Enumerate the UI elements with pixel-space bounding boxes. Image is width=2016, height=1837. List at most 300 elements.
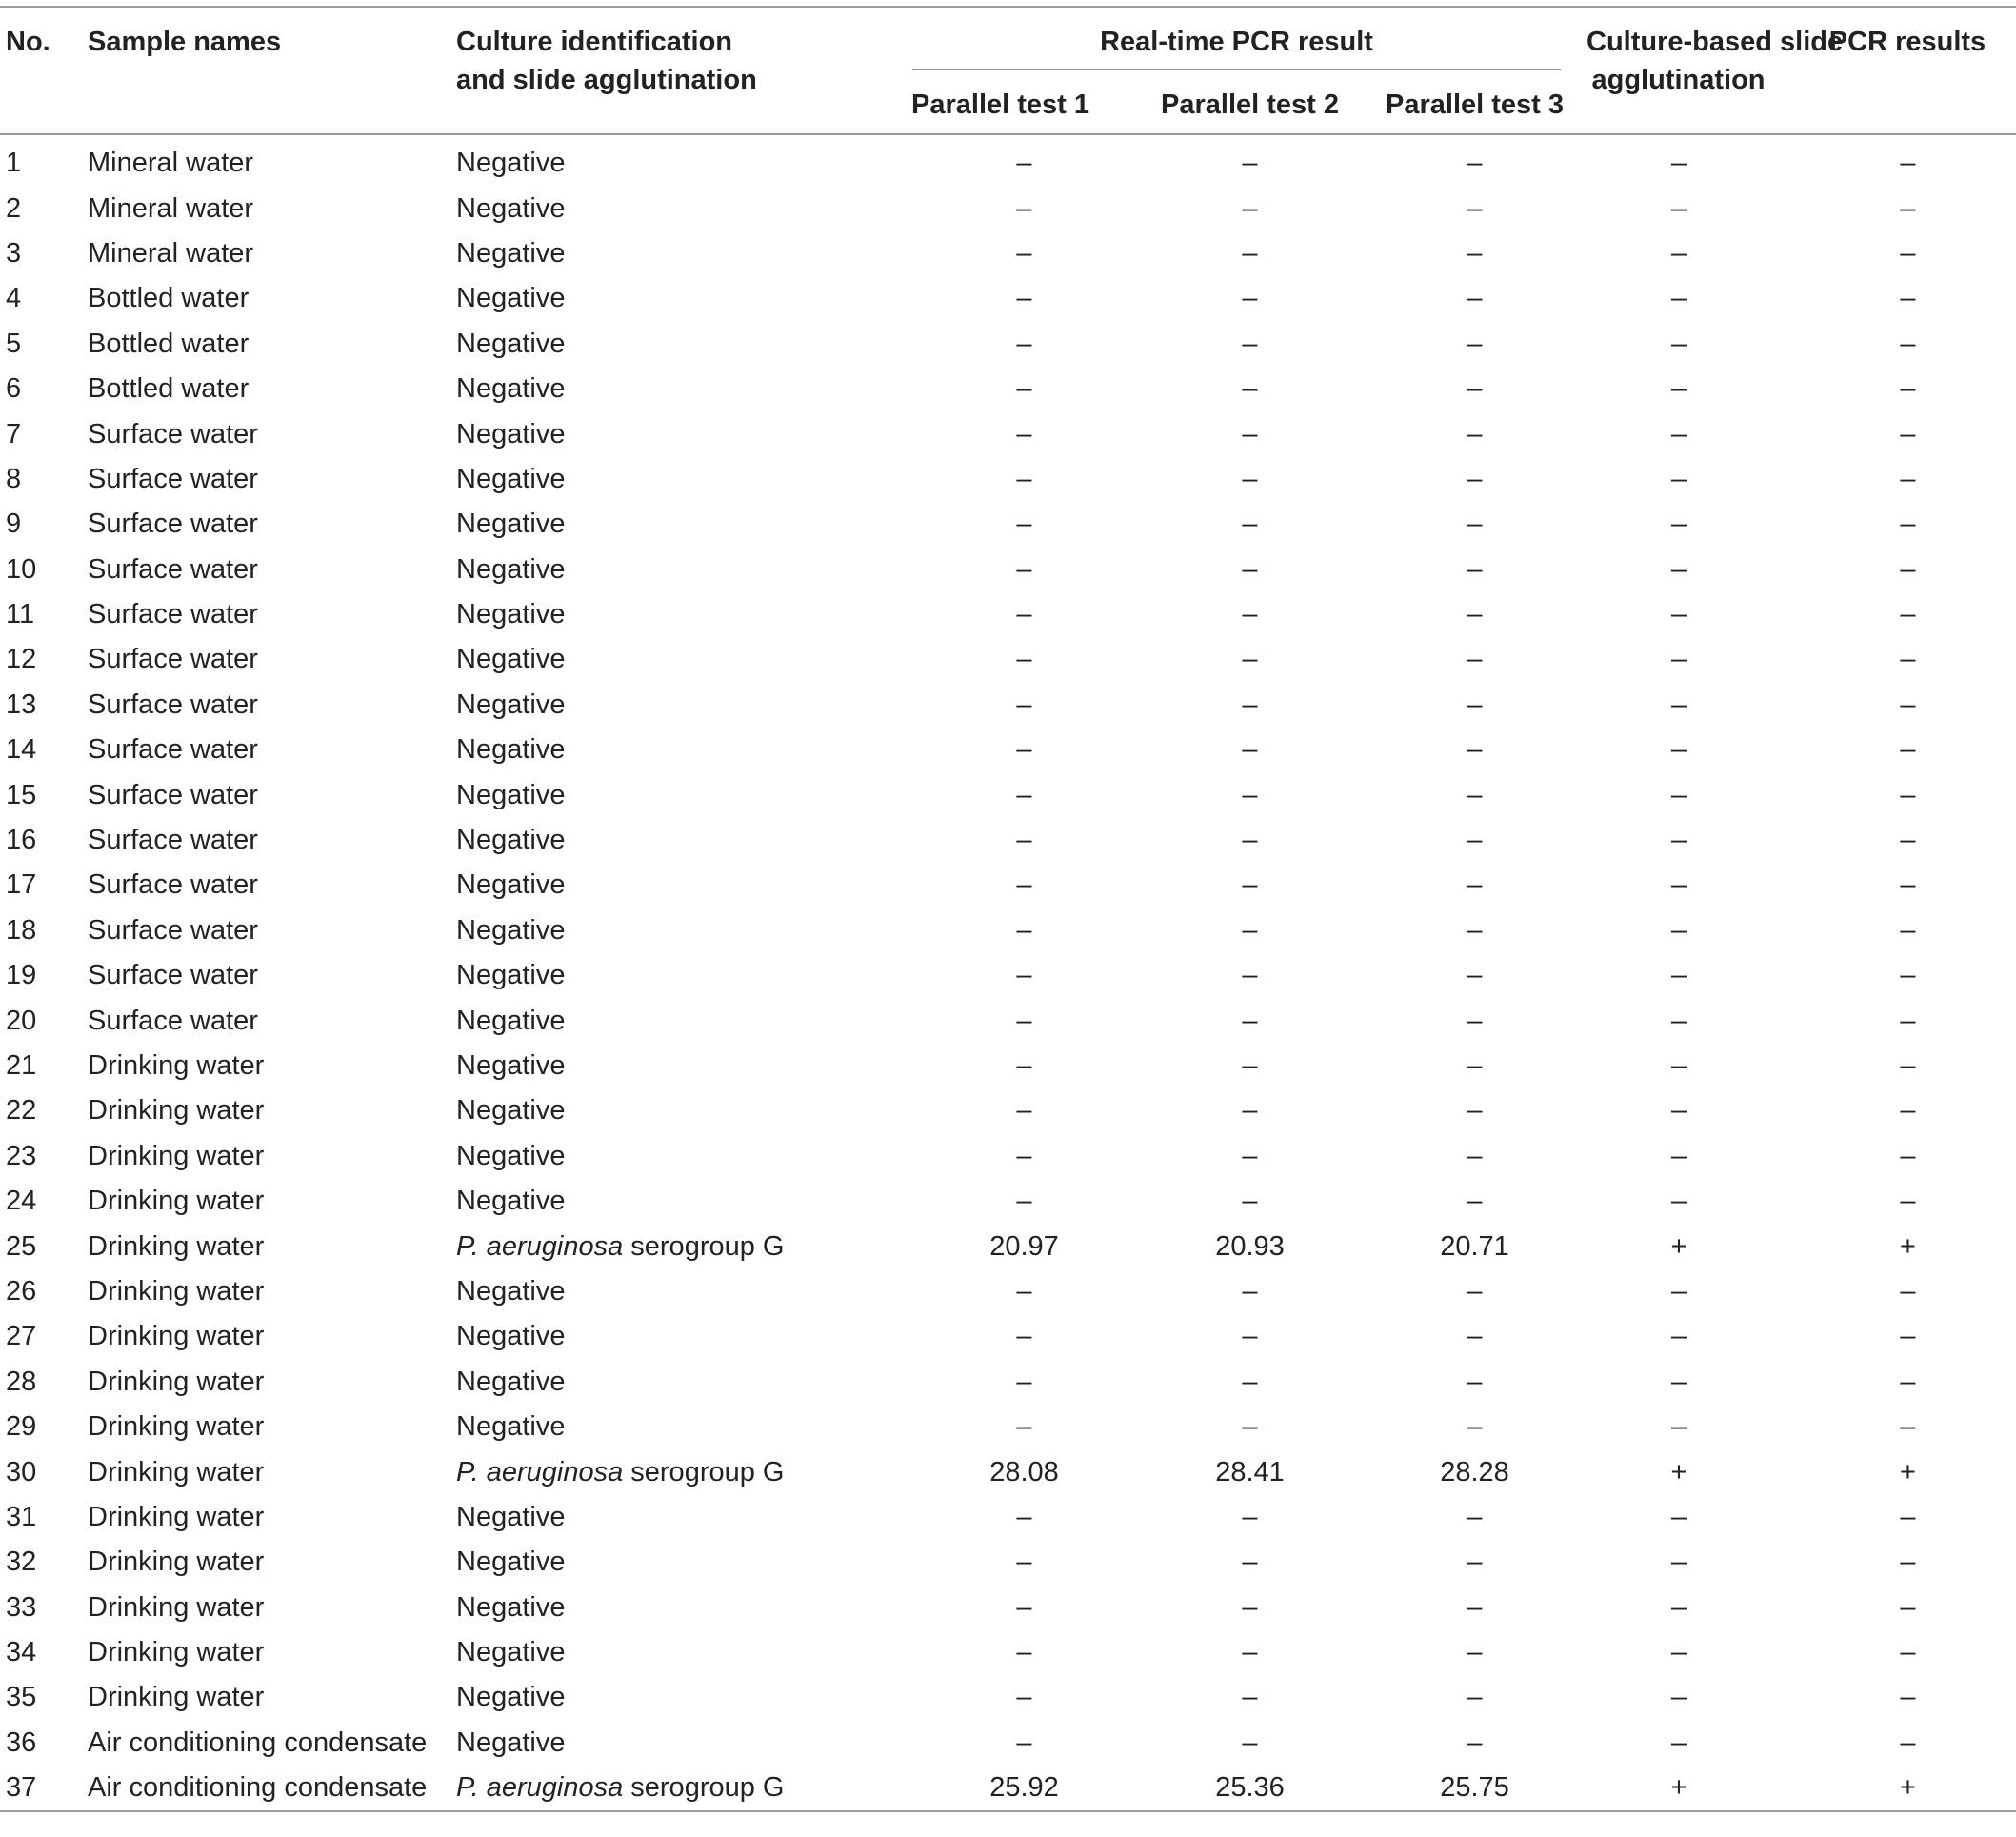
cell-pcr-result: – xyxy=(1900,1050,1916,1081)
cell-parallel-2: – xyxy=(1242,553,1258,585)
cell-pcr-result: – xyxy=(1900,283,1916,314)
cell-parallel-2: – xyxy=(1242,192,1258,224)
cell-gap xyxy=(823,909,911,953)
cell-pcr-result: – xyxy=(1900,960,1916,991)
cell-parallel-3: 25.75 xyxy=(1363,1766,1587,1811)
cell-culture: Negative xyxy=(456,1411,566,1443)
cell-sample-name: Drinking water xyxy=(88,1321,265,1352)
cell-parallel-3: – xyxy=(1467,599,1483,630)
cell-parallel-1: – xyxy=(1016,1547,1032,1578)
cell-culture: Negative xyxy=(456,1682,566,1713)
cell-parallel-2: – xyxy=(1242,373,1258,405)
cell-parallel-2: – xyxy=(1242,1591,1258,1623)
cell-gap xyxy=(823,276,911,321)
cell-no: 24 xyxy=(6,1186,37,1217)
cell-sample-name: Surface water xyxy=(88,734,258,766)
cell-parallel-1: – xyxy=(1016,1591,1032,1623)
cell-parallel-3: – xyxy=(1467,192,1483,224)
cell-sample-name: Surface water xyxy=(88,599,258,630)
cell-pcr-result: – xyxy=(1900,1140,1916,1171)
cell-slide: + xyxy=(1670,1456,1687,1488)
cell-no: 6 xyxy=(6,373,22,405)
cell-slide: – xyxy=(1670,192,1687,224)
cell-parallel-1: – xyxy=(1016,644,1032,675)
table-row xyxy=(0,548,2016,592)
cell-parallel-3: – xyxy=(1467,1186,1483,1217)
cell-parallel-1: – xyxy=(1016,914,1032,946)
cell-sample-name: Drinking water xyxy=(88,1456,265,1488)
cell-culture: Negative xyxy=(456,689,566,720)
cell-no: 12 xyxy=(6,644,37,675)
cell-parallel-2: – xyxy=(1242,1275,1258,1307)
cell-pcr-result: – xyxy=(1900,1095,1916,1127)
cell-culture: Negative xyxy=(456,1050,566,1081)
cell-gap xyxy=(823,953,911,998)
cell-parallel-1: – xyxy=(1016,960,1032,991)
table-row xyxy=(0,863,2016,908)
cell-parallel-2: – xyxy=(1242,328,1258,359)
cell-parallel-1: – xyxy=(1016,1321,1032,1352)
cell-parallel-2: – xyxy=(1242,1682,1258,1713)
table-row xyxy=(0,728,2016,772)
cell-sample-name: Mineral water xyxy=(88,192,254,224)
cell-culture: Negative xyxy=(456,1005,566,1036)
cell-culture: Negative xyxy=(456,1366,566,1397)
cell-parallel-1: – xyxy=(1016,1366,1032,1397)
table-row xyxy=(0,276,2016,321)
cell-parallel-1: – xyxy=(1016,825,1032,856)
header-pcr-group-label: Real-time PCR result xyxy=(912,23,1561,70)
cell-pcr-result: + xyxy=(1771,1766,2016,1811)
cell-gap xyxy=(823,1179,911,1224)
cell-gap xyxy=(823,1495,911,1540)
cell-parallel-3: 28.28 xyxy=(1440,1456,1509,1488)
cell-parallel-2: 28.41 xyxy=(1215,1456,1285,1488)
cell-parallel-3: – xyxy=(1467,644,1483,675)
cell-no: 5 xyxy=(6,328,22,359)
cell-culture: Negative xyxy=(456,734,566,766)
cell-slide: – xyxy=(1670,1727,1687,1758)
cell-no: 16 xyxy=(6,825,37,856)
cell-no: 7 xyxy=(6,418,22,449)
cell-parallel-3: – xyxy=(1467,734,1483,766)
cell-slide: – xyxy=(1670,960,1687,991)
cell-slide: + xyxy=(1587,1766,1771,1811)
cell-sample-name: Drinking water xyxy=(88,1230,265,1262)
cell-sample-name: Drinking water xyxy=(88,1050,265,1081)
cell-parallel-1: – xyxy=(1016,1275,1032,1307)
cell-parallel-1: 28.08 xyxy=(989,1456,1059,1488)
cell-no: 31 xyxy=(6,1501,37,1532)
cell-culture: Negative xyxy=(456,1186,566,1217)
cell-parallel-2: – xyxy=(1242,1321,1258,1352)
cell-sample-name: Drinking water xyxy=(88,1547,265,1578)
cell-slide: – xyxy=(1670,463,1687,494)
cell-pcr-result: – xyxy=(1900,192,1916,224)
cell-slide: – xyxy=(1670,509,1687,540)
cell-sample-name: Surface water xyxy=(88,644,258,675)
cell-parallel-1: – xyxy=(1016,1140,1032,1171)
cell-culture: Negative xyxy=(456,192,566,224)
cell-culture: Negative xyxy=(456,779,566,810)
cell-parallel-2: – xyxy=(1242,689,1258,720)
table-row xyxy=(0,322,2016,367)
table-row xyxy=(0,1134,2016,1179)
table-row xyxy=(0,637,2016,682)
table-row xyxy=(0,502,2016,547)
cell-no: 11 xyxy=(6,599,35,630)
cell-culture: Negative xyxy=(456,148,566,179)
cell-parallel-1: – xyxy=(1016,779,1032,810)
cell-pcr-result: – xyxy=(1900,463,1916,494)
table-row xyxy=(0,367,2016,411)
cell-no: 9 xyxy=(6,509,22,540)
cell-gap xyxy=(823,1675,911,1720)
cell-parallel-3: – xyxy=(1467,1501,1483,1532)
cell-parallel-2: – xyxy=(1242,1095,1258,1127)
cell-parallel-2: – xyxy=(1242,869,1258,901)
cell-gap xyxy=(823,457,911,502)
cell-parallel-3: – xyxy=(1467,1682,1483,1713)
cell-parallel-2: – xyxy=(1242,1727,1258,1758)
cell-slide: – xyxy=(1670,148,1687,179)
cell-slide: + xyxy=(1670,1230,1687,1262)
cell-slide: – xyxy=(1670,734,1687,766)
header-parallel-1: Parallel test 1 xyxy=(911,72,1137,134)
header-gap-2 xyxy=(823,72,911,134)
cell-sample-name: Surface water xyxy=(88,418,258,449)
cell-slide: – xyxy=(1670,1050,1687,1081)
cell-culture: Negative xyxy=(456,1275,566,1307)
cell-slide: – xyxy=(1670,1366,1687,1397)
cell-slide: – xyxy=(1670,1637,1687,1668)
cell-slide: – xyxy=(1670,1682,1687,1713)
cell-sample-name: Drinking water xyxy=(88,1637,265,1668)
cell-gap xyxy=(823,1630,911,1675)
cell-parallel-1: – xyxy=(1016,509,1032,540)
cell-parallel-1: – xyxy=(1016,689,1032,720)
cell-parallel-3: – xyxy=(1467,1637,1483,1668)
cell-no: 3 xyxy=(6,237,22,269)
table-row xyxy=(0,1088,2016,1133)
cell-gap xyxy=(823,772,911,817)
cell-culture: Negative xyxy=(456,1591,566,1623)
cell-pcr-result: – xyxy=(1900,328,1916,359)
cell-gap xyxy=(823,1088,911,1133)
cell-pcr-result: – xyxy=(1900,1547,1916,1578)
cell-slide: – xyxy=(1670,553,1687,585)
cell-culture: Negative xyxy=(456,373,566,405)
cell-parallel-2: – xyxy=(1242,1547,1258,1578)
cell-parallel-2: – xyxy=(1242,1005,1258,1036)
cell-parallel-3: – xyxy=(1467,237,1483,269)
cell-slide: – xyxy=(1670,869,1687,901)
cell-parallel-1: – xyxy=(1016,553,1032,585)
cell-parallel-3: – xyxy=(1467,328,1483,359)
cell-parallel-1: – xyxy=(1016,283,1032,314)
cell-gap xyxy=(823,998,911,1043)
cell-parallel-2: – xyxy=(1242,1186,1258,1217)
cell-slide: – xyxy=(1670,283,1687,314)
table-row xyxy=(0,1360,2016,1405)
cell-culture xyxy=(449,1449,823,1494)
table-row xyxy=(0,1540,2016,1585)
cell-parallel-1: – xyxy=(1016,1050,1032,1081)
cell-pcr-result: – xyxy=(1900,1186,1916,1217)
table-row xyxy=(0,411,2016,456)
cell-no: 8 xyxy=(6,463,22,494)
cell-pcr-result: – xyxy=(1900,1275,1916,1307)
cell-culture: Negative xyxy=(456,237,566,269)
cell-pcr-result: – xyxy=(1900,553,1916,585)
cell-no: 4 xyxy=(6,283,22,314)
cell-culture: Negative xyxy=(456,644,566,675)
cell-no: 37 xyxy=(0,1766,80,1811)
table-row xyxy=(0,1269,2016,1314)
cell-parallel-2: 20.93 xyxy=(1215,1230,1285,1262)
cell-sample-name: Bottled water xyxy=(88,283,250,314)
cell-no: 14 xyxy=(6,734,37,766)
cell-pcr-result: + xyxy=(1900,1456,1916,1488)
cell-slide: – xyxy=(1670,418,1687,449)
cell-pcr-result: – xyxy=(1900,148,1916,179)
cell-parallel-3: – xyxy=(1467,1275,1483,1307)
header-no: No. xyxy=(0,7,80,134)
cell-parallel-1: – xyxy=(1016,418,1032,449)
cell-sample-name: Drinking water xyxy=(88,1186,265,1217)
cell-pcr-result: – xyxy=(1900,373,1916,405)
header-slide-line2: agglutination xyxy=(1591,65,1766,95)
cell-no: 21 xyxy=(6,1050,37,1081)
cell-parallel-1: – xyxy=(1016,1005,1032,1036)
cell-parallel-3: – xyxy=(1467,914,1483,946)
cell-gap xyxy=(823,367,911,411)
cell-parallel-2: – xyxy=(1242,599,1258,630)
cell-parallel-1: – xyxy=(1016,1095,1032,1127)
cell-sample-name: Mineral water xyxy=(88,148,254,179)
cell-no: 26 xyxy=(6,1275,37,1307)
cell-culture-serogroup: serogroup G xyxy=(623,1772,785,1804)
cell-parallel-2: – xyxy=(1242,1366,1258,1397)
cell-gap xyxy=(823,637,911,682)
table-row xyxy=(0,134,2016,186)
table-row xyxy=(0,1586,2016,1630)
cell-pcr-result: – xyxy=(1900,869,1916,901)
table-body xyxy=(0,134,2016,1811)
cell-no: 13 xyxy=(6,689,37,720)
cell-culture-serogroup: serogroup G xyxy=(623,1230,785,1262)
cell-no: 35 xyxy=(6,1682,37,1713)
table-row xyxy=(0,1044,2016,1088)
cell-pcr-result: – xyxy=(1900,1501,1916,1532)
table-row xyxy=(0,1630,2016,1675)
cell-culture xyxy=(449,1224,823,1268)
header-culture-line2: and slide agglutination xyxy=(456,65,757,95)
cell-parallel-1: 20.97 xyxy=(989,1230,1059,1262)
cell-no: 29 xyxy=(6,1411,37,1443)
cell-sample-name: Surface water xyxy=(88,1005,258,1036)
cell-sample-name: Surface water xyxy=(88,509,258,540)
cell-sample-name: Air conditioning condensate xyxy=(80,1766,449,1811)
table-row xyxy=(0,998,2016,1043)
cell-slide: – xyxy=(1670,1501,1687,1532)
table-row xyxy=(0,1224,2016,1268)
cell-no: 25 xyxy=(6,1230,37,1262)
table-row xyxy=(0,1179,2016,1224)
cell-parallel-3: – xyxy=(1467,960,1483,991)
cell-gap xyxy=(823,728,911,772)
cell-parallel-2: – xyxy=(1242,283,1258,314)
cell-parallel-3: – xyxy=(1467,1050,1483,1081)
cell-parallel-3: – xyxy=(1467,825,1483,856)
cell-parallel-3: 20.71 xyxy=(1440,1230,1509,1262)
header-row-1 xyxy=(0,7,2016,72)
cell-culture: Negative xyxy=(456,960,566,991)
cell-gap xyxy=(823,1721,911,1766)
results-table xyxy=(0,6,2016,1812)
cell-slide: – xyxy=(1670,1095,1687,1127)
cell-parallel-2: – xyxy=(1242,418,1258,449)
cell-slide: – xyxy=(1670,1321,1687,1352)
cell-gap xyxy=(823,411,911,456)
cell-gap xyxy=(823,134,911,186)
cell-parallel-2: – xyxy=(1242,148,1258,179)
cell-pcr-result: – xyxy=(1900,1637,1916,1668)
cell-parallel-3: – xyxy=(1467,1727,1483,1758)
cell-parallel-2: – xyxy=(1242,1140,1258,1171)
cell-pcr-result: – xyxy=(1900,779,1916,810)
cell-pcr-result: – xyxy=(1900,599,1916,630)
cell-culture: Negative xyxy=(456,599,566,630)
cell-sample-name: Bottled water xyxy=(88,373,250,405)
cell-slide: – xyxy=(1670,1547,1687,1578)
cell-pcr-result: – xyxy=(1900,1005,1916,1036)
cell-gap xyxy=(823,1540,911,1585)
cell-culture-serogroup: serogroup G xyxy=(623,1456,785,1488)
cell-parallel-1: 25.92 xyxy=(911,1766,1137,1811)
table-row xyxy=(0,1675,2016,1720)
cell-culture: Negative xyxy=(456,1547,566,1578)
cell-no: 19 xyxy=(6,960,37,991)
cell-culture: Negative xyxy=(456,418,566,449)
cell-pcr-result: – xyxy=(1900,509,1916,540)
cell-parallel-3: – xyxy=(1467,1140,1483,1171)
cell-parallel-3: – xyxy=(1467,689,1483,720)
cell-parallel-1: – xyxy=(1016,599,1032,630)
cell-pcr-result: – xyxy=(1900,825,1916,856)
cell-parallel-3: – xyxy=(1467,148,1483,179)
table-row xyxy=(0,1405,2016,1449)
cell-parallel-3: – xyxy=(1467,869,1483,901)
cell-culture-species: P. aeruginosa xyxy=(456,1456,624,1488)
cell-slide: – xyxy=(1670,914,1687,946)
cell-pcr-result: – xyxy=(1900,1727,1916,1758)
cell-no: 17 xyxy=(6,869,37,901)
cell-sample-name: Drinking water xyxy=(88,1501,265,1532)
cell-parallel-2: – xyxy=(1242,960,1258,991)
cell-culture: Negative xyxy=(456,463,566,494)
cell-parallel-1: – xyxy=(1016,373,1032,405)
cell-slide: – xyxy=(1670,1275,1687,1307)
cell-gap xyxy=(823,1314,911,1359)
cell-parallel-2: – xyxy=(1242,509,1258,540)
header-slide-line1: Culture-based slide xyxy=(1587,27,1844,57)
cell-no: 32 xyxy=(6,1547,37,1578)
cell-gap xyxy=(823,231,911,276)
cell-slide: – xyxy=(1670,1591,1687,1623)
cell-parallel-3: – xyxy=(1467,283,1483,314)
cell-pcr-result: – xyxy=(1900,734,1916,766)
cell-parallel-1: – xyxy=(1016,1682,1032,1713)
cell-parallel-1: – xyxy=(1016,1501,1032,1532)
header-sample-names: Sample names xyxy=(80,7,449,134)
cell-gap xyxy=(823,1224,911,1268)
cell-pcr-result: – xyxy=(1900,1591,1916,1623)
cell-parallel-3: – xyxy=(1467,1095,1483,1127)
cell-pcr-result: – xyxy=(1900,418,1916,449)
cell-slide: – xyxy=(1670,599,1687,630)
cell-gap xyxy=(823,186,911,230)
header-culture xyxy=(449,7,823,134)
table-row xyxy=(0,1495,2016,1540)
cell-pcr-result: – xyxy=(1900,1321,1916,1352)
cell-sample-name: Bottled water xyxy=(88,328,250,359)
cell-sample-name: Drinking water xyxy=(88,1682,265,1713)
cell-no: 1 xyxy=(6,148,22,179)
cell-sample-name: Drinking water xyxy=(88,1411,265,1443)
cell-parallel-1: – xyxy=(1016,1637,1032,1668)
cell-no: 20 xyxy=(6,1005,37,1036)
cell-gap xyxy=(823,1449,911,1494)
cell-pcr-result: – xyxy=(1900,644,1916,675)
cell-sample-name: Drinking water xyxy=(88,1591,265,1623)
cell-gap xyxy=(823,1586,911,1630)
table-row xyxy=(0,683,2016,728)
cell-culture-species: P. aeruginosa xyxy=(456,1772,624,1804)
cell-slide: – xyxy=(1670,644,1687,675)
cell-culture: Negative xyxy=(456,914,566,946)
cell-culture: Negative xyxy=(456,1140,566,1171)
cell-parallel-2: – xyxy=(1242,734,1258,766)
cell-sample-name: Drinking water xyxy=(88,1366,265,1397)
cell-gap xyxy=(823,1766,911,1811)
cell-parallel-3: – xyxy=(1467,779,1483,810)
cell-no: 18 xyxy=(6,914,37,946)
cell-culture: Negative xyxy=(456,509,566,540)
cell-slide: – xyxy=(1670,373,1687,405)
header-culture-line1: Culture identification xyxy=(456,27,732,57)
cell-parallel-3: – xyxy=(1467,1591,1483,1623)
cell-parallel-3: – xyxy=(1467,1366,1483,1397)
cell-gap xyxy=(823,863,911,908)
cell-parallel-1: – xyxy=(1016,463,1032,494)
cell-parallel-2: – xyxy=(1242,825,1258,856)
cell-culture: Negative xyxy=(456,1321,566,1352)
cell-gap xyxy=(823,592,911,637)
header-slide xyxy=(1587,7,1844,134)
cell-parallel-2: – xyxy=(1242,1501,1258,1532)
cell-sample-name: Surface water xyxy=(88,689,258,720)
cell-culture xyxy=(449,1766,823,1811)
cell-parallel-3: – xyxy=(1467,418,1483,449)
table-row xyxy=(0,909,2016,953)
cell-no: 34 xyxy=(6,1637,37,1668)
cell-sample-name: Surface water xyxy=(88,825,258,856)
cell-parallel-2: – xyxy=(1242,779,1258,810)
cell-pcr-result: – xyxy=(1900,237,1916,269)
cell-parallel-2: – xyxy=(1242,463,1258,494)
header-parallel-2: Parallel test 2 xyxy=(1137,72,1363,134)
